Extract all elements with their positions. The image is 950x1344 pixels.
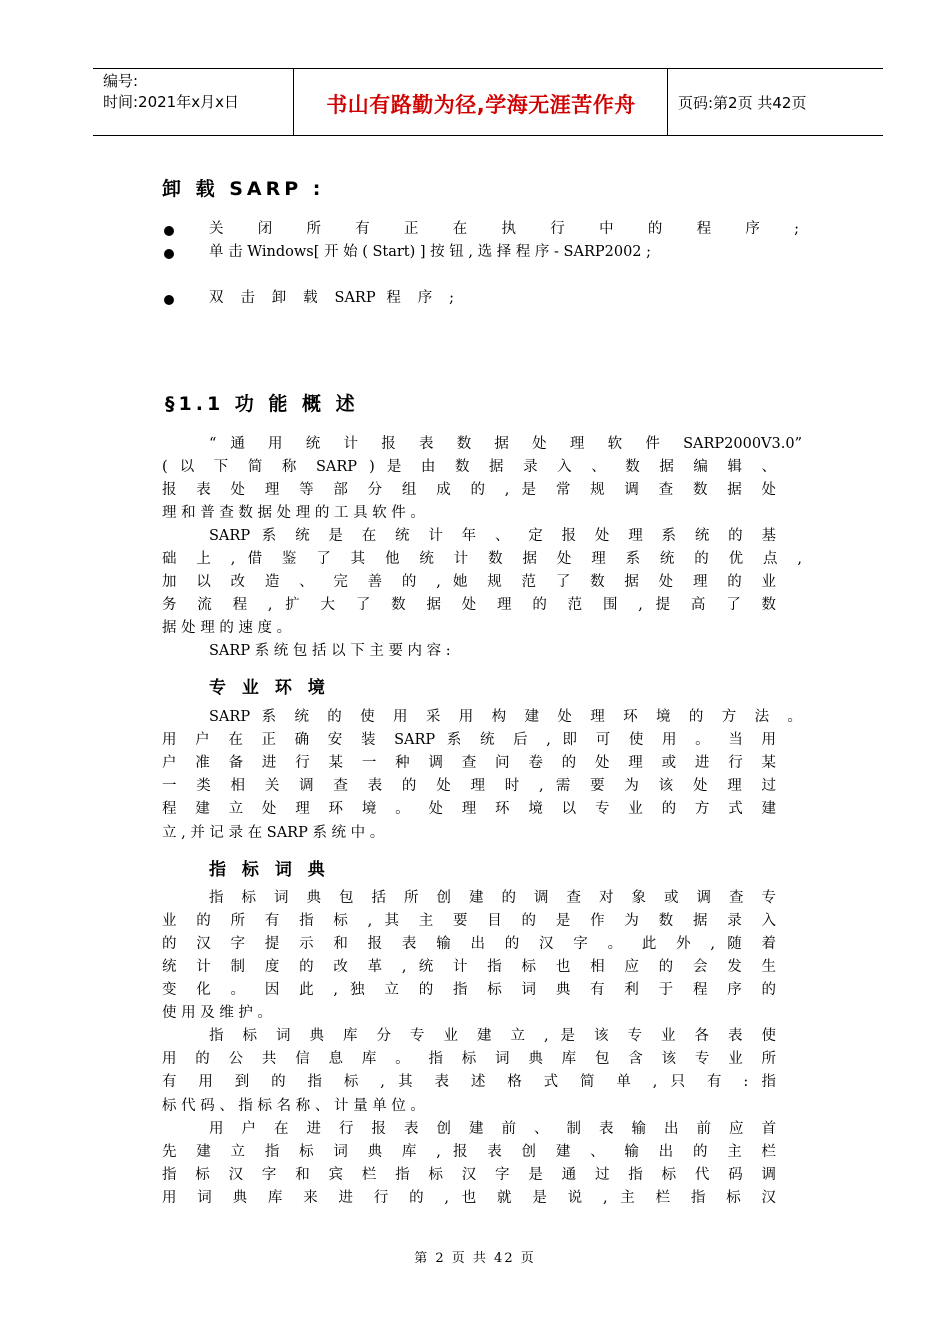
- header-meta: [103, 71, 239, 113]
- paragraph-line: 用 户 在 进 行 报 表 创 建 前 、 制 表 输 出 前 应 首: [209, 1121, 776, 1137]
- list-item: [162, 218, 802, 241]
- paragraph-line: 据 处 理 的 速 度 。: [162, 620, 292, 636]
- header-page-info: 页码:第2页 共42页: [678, 94, 807, 112]
- paragraph-line: 理 和 普 查 数 据 处 理 的 工 具 软 件 。: [162, 505, 425, 521]
- paragraph-line: 标 代 码 、 指 标 名 称 、 计 量 单 位 。: [162, 1098, 425, 1114]
- header-motto: 书山有路勤为径,学海无涯苦作舟: [326, 93, 636, 117]
- list-item: [162, 241, 802, 287]
- header-divider: [667, 68, 668, 136]
- paragraph-line: 指 标 汉 字 和 宾 栏 指 标 汉 字 是 通 过 指 标 代 码 调: [162, 1167, 776, 1183]
- paragraph-line: 用 的 公 共 信 息 库 。 指 标 词 典 库 包 含 该 专 业 所: [162, 1051, 776, 1067]
- paragraph-line: 一 类 相 关 调 查 表 的 处 理 时 , 需 要 为 该 处 理 过: [162, 778, 776, 794]
- list-item: [162, 287, 802, 310]
- paragraph-line: 用 词 典 库 来 进 行 的 , 也 就 是 说 , 主 栏 指 标 汉: [162, 1190, 776, 1206]
- paragraph-line: 有 用 到 的 指 标 , 其 表 述 格 式 简 单 , 只 有 : 指: [162, 1074, 776, 1090]
- paragraph-line: 用 户 在 正 确 安 装 SARP 系 统 后 , 即 可 使 用 。 当 用: [162, 732, 776, 748]
- header-top-rule: [93, 68, 883, 69]
- paragraph-line: 的 汉 字 提 示 和 报 表 输 出 的 汉 字 。 此 外 , 随 着: [162, 936, 776, 952]
- list-item-text: 双 击 卸 载 SARP 程 序 ;: [209, 290, 454, 306]
- uninstall-heading: 卸 载 SARP :: [162, 178, 325, 200]
- paragraph-line: 指 标 词 典 库 分 专 业 建 立 , 是 该 专 业 各 表 使: [209, 1028, 776, 1044]
- paragraph-line: 报 表 处 理 等 部 分 组 成 的 , 是 常 规 调 查 数 据 处: [162, 482, 776, 498]
- list-item-text: 关 闭 所 有 正 在 执 行 中 的 程 序 ;: [209, 221, 799, 237]
- paragraph-line: SARP 系 统 的 使 用 采 用 构 建 处 理 环 境 的 方 法 。: [209, 709, 802, 725]
- paragraph-line: 统 计 制 度 的 改 革 , 统 计 指 标 也 相 应 的 会 发 生: [162, 959, 776, 975]
- list-item-text: 单 击 Windows[ 开 始 ( Start) ] 按 钮 , 选 择 程 序 - SARP2002 ;: [209, 244, 652, 260]
- paragraph-line: 立 , 并 记 录 在 SARP 系 统 中 。: [162, 825, 385, 841]
- section-heading: §1.1 功 能 概 述: [165, 393, 359, 415]
- subsection-heading: 指 标 词 典: [209, 860, 330, 880]
- bullet-icon: [164, 249, 174, 259]
- paragraph-line: 户 准 备 进 行 某 一 种 调 查 问 卷 的 处 理 或 进 行 某: [162, 755, 776, 771]
- paragraph-line: 业 的 所 有 指 标 , 其 主 要 目 的 是 作 为 数 据 录 入: [162, 913, 776, 929]
- header-divider: [293, 68, 294, 136]
- paragraph-line: 先 建 立 指 标 词 典 库 , 报 表 创 建 、 输 出 的 主 栏: [162, 1144, 776, 1160]
- paragraph-line: SARP 系 统 包 括 以 下 主 要 内 容 :: [209, 643, 451, 659]
- paragraph-line: 务 流 程 , 扩 大 了 数 据 处 理 的 范 围 , 提 高 了 数: [162, 597, 776, 613]
- paragraph-line: 指 标 词 典 包 括 所 创 建 的 调 查 对 象 或 调 查 专: [209, 890, 776, 906]
- header-bottom-rule: [93, 135, 883, 136]
- paragraph-line: “ 通 用 统 计 报 表 数 据 处 理 软 件 SARP2000V3.0”: [209, 436, 802, 452]
- paragraph-line: ( 以 下 简 称 SARP ) 是 由 数 据 录 入 、 数 据 编 辑 、: [162, 459, 776, 475]
- paragraph-line: 使 用 及 维 护 。: [162, 1005, 273, 1021]
- paragraph-line: 程 建 立 处 理 环 境 。 处 理 环 境 以 专 业 的 方 式 建: [162, 801, 776, 817]
- document-time-label: 时间:2021年x月x日: [103, 93, 239, 111]
- paragraph-line: 加 以 改 造 、 完 善 的 , 她 规 范 了 数 据 处 理 的 业: [162, 574, 776, 590]
- page-footer: 第 2 页 共 42 页: [414, 1251, 536, 1266]
- paragraph-line: SARP 系 统 是 在 统 计 年 、 定 报 处 理 系 统 的 基: [209, 528, 776, 544]
- bullet-icon: [164, 295, 174, 305]
- subsection-heading: 专 业 环 境: [209, 678, 330, 698]
- paragraph-line: 变 化 。 因 此 , 独 立 的 指 标 词 典 有 利 于 程 序 的: [162, 982, 776, 998]
- paragraph-line: 础 上 , 借 鉴 了 其 他 统 计 数 据 处 理 系 统 的 优 点 ,: [162, 551, 802, 567]
- bullet-icon: [164, 226, 174, 236]
- document-number-label: 编号:: [103, 72, 139, 90]
